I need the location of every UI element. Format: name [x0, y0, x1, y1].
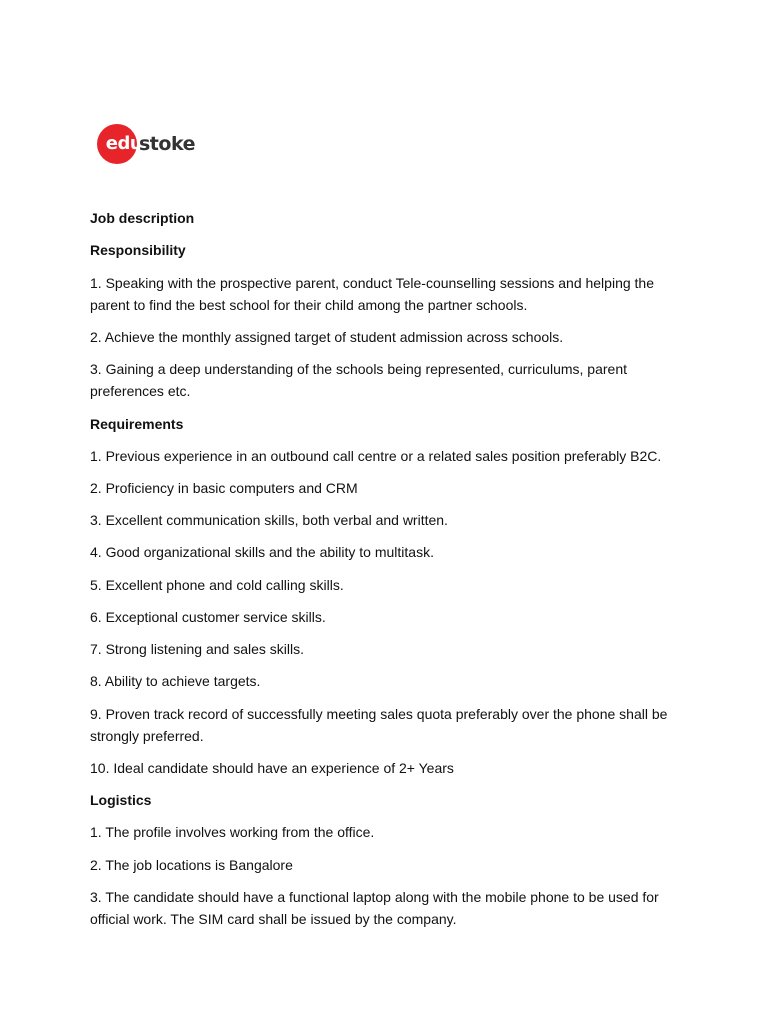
logo-suffix: stoke — [139, 133, 195, 155]
logistics-line: 1. The profile involves working from the office. — [90, 824, 375, 840]
requirement-line: 9. Proven track record of successfully meeting sales quota preferably over the phone shall be — [90, 706, 668, 722]
requirements-heading: Requirements — [90, 416, 184, 432]
responsibility-line: 1. Speaking with the prospective parent, conduct Tele-counselling sessions and helping the — [90, 275, 654, 291]
requirement-line: 3. Excellent communication skills, both verbal and written. — [90, 512, 448, 528]
logistics-line: 2. The job locations is Bangalore — [90, 857, 293, 873]
requirement-line: 4. Good organizational skills and the ability to multitask. — [90, 544, 434, 560]
logistics-line: official work. The SIM card shall be issued by the company. — [90, 911, 457, 927]
requirement-line: 1. Previous experience in an outbound call centre or a related sales position preferably B2C. — [90, 448, 662, 464]
responsibility-line: parent to find the best school for their child among the partner schools. — [90, 297, 528, 313]
logistics-heading: Logistics — [90, 792, 152, 808]
requirement-line: 5. Excellent phone and cold calling skills. — [90, 577, 344, 593]
responsibility-line: 3. Gaining a deep understanding of the schools being represented, curriculums, parent — [90, 361, 628, 377]
requirement-line: 10. Ideal candidate should have an experience of 2+ Years — [90, 760, 454, 776]
logistics-line: 3. The candidate should have a functional laptop along with the mobile phone to be used for — [90, 889, 659, 905]
edustoke-logo — [97, 124, 195, 164]
requirement-line: 2. Proficiency in basic computers and CRM — [90, 480, 358, 496]
logo-prefix: edu — [105, 133, 143, 154]
logo-badge — [97, 124, 143, 164]
requirement-line: 8. Ability to achieve targets. — [90, 673, 261, 689]
responsibility-line: preferences etc. — [90, 383, 191, 399]
requirement-line: 6. Exceptional customer service skills. — [90, 609, 326, 625]
document-title: Job description — [90, 210, 195, 226]
requirement-line: strongly preferred. — [90, 728, 204, 744]
responsibility-heading: Responsibility — [90, 242, 186, 258]
requirement-line: 7. Strong listening and sales skills. — [90, 641, 304, 657]
responsibility-line: 2. Achieve the monthly assigned target of student admission across schools. — [90, 329, 564, 345]
